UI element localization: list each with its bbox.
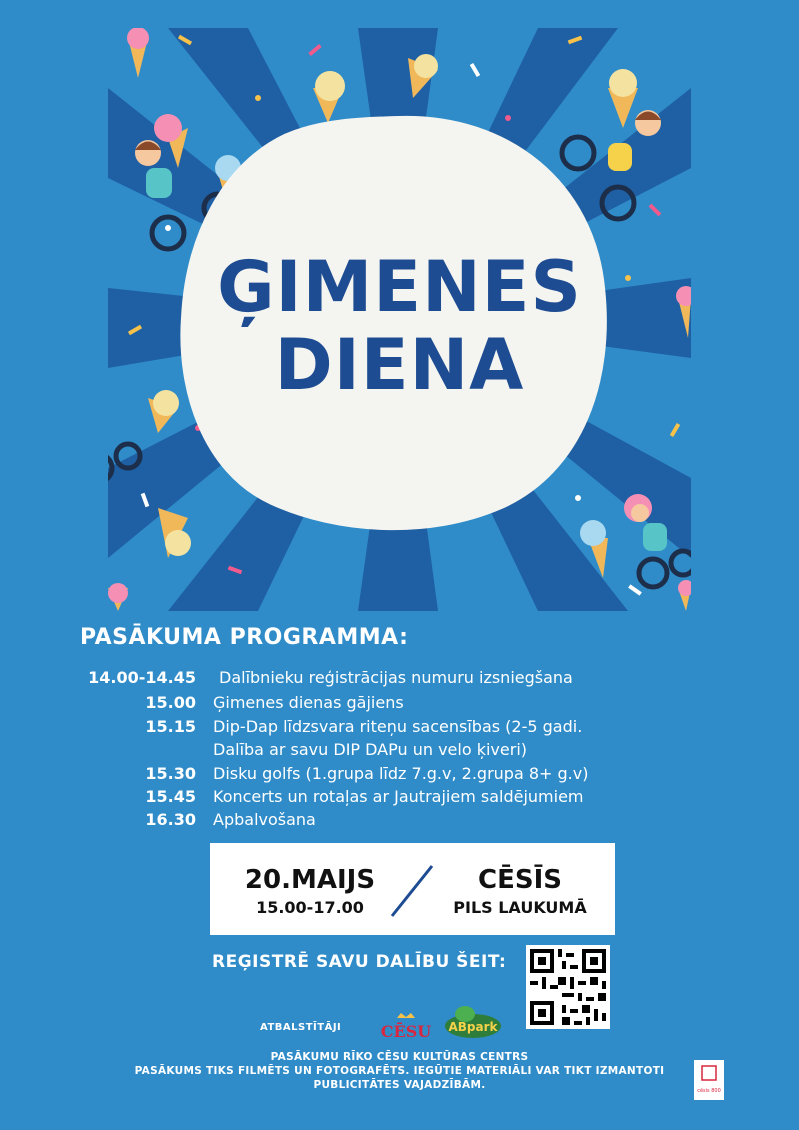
footer-notice: PASĀKUMS TIKS FILMĒTS UN FOTOGRAFĒTS. IEGŪTIE MATERIĀLI VAR TIKT IZMANTOTI — [134, 1065, 665, 1077]
program-time: 15.45 — [145, 787, 196, 806]
abpark-logo — [443, 1004, 503, 1040]
program-time: 15.30 — [145, 764, 196, 783]
title-line-1: ĢIMENES — [217, 246, 582, 328]
program-desc: Dalībnieku reģistrācijas numuru izsniegšana — [219, 668, 573, 687]
program-heading: PASĀKUMA PROGRAMMA: — [80, 625, 409, 650]
program-desc: Disku golfs (1.grupa līdz 7.g.v, 2.grupa 8+ g.v) — [213, 764, 589, 783]
program-time: 14.00-14.45 — [88, 668, 196, 687]
svg-text:ABpark: ABpark — [448, 1020, 498, 1034]
register-label: REĢISTRĒ SAVU DALĪBU ŠEIT: — [212, 952, 507, 972]
footer-organizer: PASĀKUMU RĪKO CĒSU KULTŪRAS CENTRS — [270, 1051, 529, 1063]
event-place: PILS LAUKUMĀ — [453, 898, 587, 917]
program-time: 15.15 — [145, 717, 196, 736]
footer — [0, 1050, 799, 1092]
event-city: CĒSĪS — [478, 865, 562, 895]
program-desc: Apbalvošana — [213, 810, 316, 829]
svg-text:CĒSU: CĒSU — [380, 1022, 432, 1040]
event-hours: 15.00-17.00 — [256, 898, 364, 917]
sponsors-label: ATBALSTĪTĀJI — [260, 1022, 342, 1033]
program-desc: Dip-Dap līdzsvara riteņu sacensības (2-5 gadi. — [213, 717, 583, 736]
event-info-box — [210, 843, 615, 935]
poster-title — [108, 248, 691, 404]
program-desc: Ģimenes dienas gājiens — [213, 693, 404, 712]
qr-code-icon — [526, 945, 610, 1029]
svg-text:cēsis 800: cēsis 800 — [697, 1088, 721, 1094]
footer-notice-continued: PUBLICITĀTES VAJADZĪBĀM. — [313, 1079, 486, 1091]
cesu-logo — [375, 1012, 437, 1040]
program-time: 15.00 — [145, 693, 196, 712]
program-desc: Koncerts un rotaļas ar Jautrajiem saldējumiem — [213, 787, 584, 806]
program-time: 16.30 — [145, 810, 196, 829]
qr-code[interactable] — [526, 945, 610, 1029]
title-line-2: DIENA — [274, 324, 525, 406]
program-desc-continued: Dalība ar savu DIP DAPu un velo ķiveri) — [213, 740, 528, 759]
event-date: 20.MAIJS — [244, 865, 376, 895]
cesis-800-logo — [694, 1060, 724, 1100]
